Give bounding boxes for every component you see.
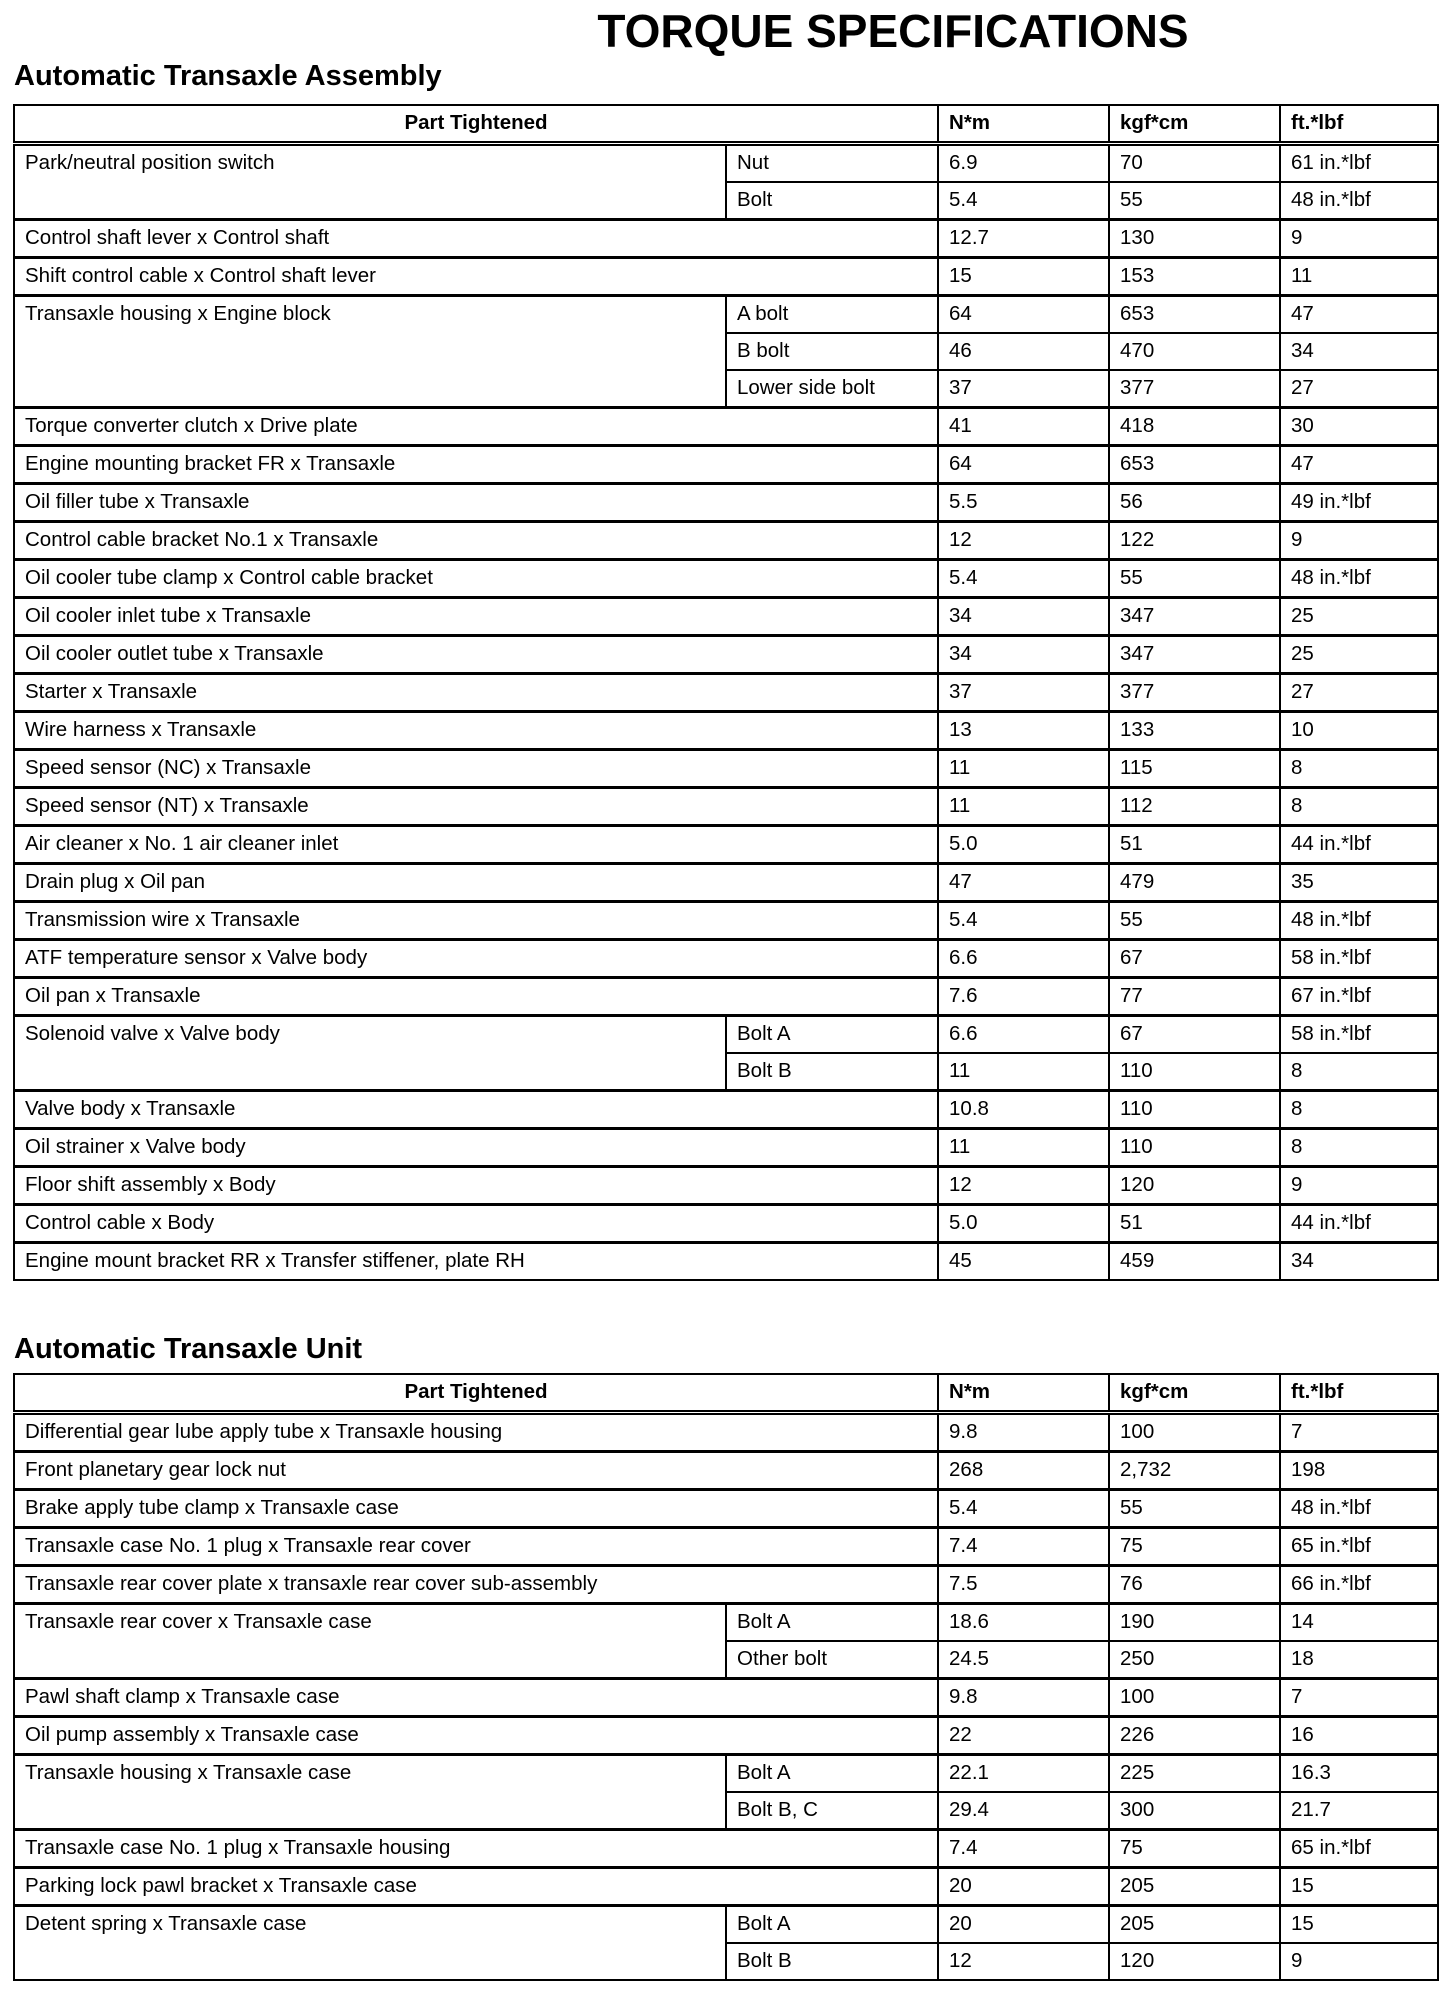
value-nm: 6.9 bbox=[938, 144, 1109, 183]
table-row bbox=[14, 1566, 1438, 1604]
section-heading: Automatic Transaxle Unit bbox=[14, 1333, 363, 1365]
table-row bbox=[14, 446, 1438, 484]
fastener-name: Bolt bbox=[726, 182, 938, 220]
value-ft: 8 bbox=[1280, 1053, 1438, 1091]
table-row bbox=[14, 1091, 1438, 1129]
fastener-name: Lower side bolt bbox=[726, 370, 938, 408]
value-ft: 48 in.*lbf bbox=[1280, 560, 1438, 598]
value-kgf: 225 bbox=[1109, 1755, 1280, 1793]
part-name: Control cable bracket No.1 x Transaxle bbox=[14, 522, 938, 560]
value-nm: 9.8 bbox=[938, 1413, 1109, 1452]
value-ft: 61 in.*lbf bbox=[1280, 144, 1438, 183]
fastener-name: Bolt B bbox=[726, 1053, 938, 1091]
value-ft: 25 bbox=[1280, 636, 1438, 674]
value-nm: 5.4 bbox=[938, 902, 1109, 940]
value-nm: 10.8 bbox=[938, 1091, 1109, 1129]
value-nm: 6.6 bbox=[938, 940, 1109, 978]
value-ft: 15 bbox=[1280, 1906, 1438, 1944]
fastener-name: Other bolt bbox=[726, 1641, 938, 1679]
part-name: Solenoid valve x Valve body bbox=[14, 1016, 726, 1091]
fastener-name: Bolt A bbox=[726, 1016, 938, 1054]
value-ft: 9 bbox=[1280, 1943, 1438, 1980]
value-ft: 16 bbox=[1280, 1717, 1438, 1755]
value-nm: 5.0 bbox=[938, 826, 1109, 864]
header-kgf: kgf*cm bbox=[1109, 105, 1280, 144]
value-kgf: 51 bbox=[1109, 1205, 1280, 1243]
value-ft: 18 bbox=[1280, 1641, 1438, 1679]
part-name: Drain plug x Oil pan bbox=[14, 864, 938, 902]
part-name: Pawl shaft clamp x Transaxle case bbox=[14, 1679, 938, 1717]
table-row bbox=[14, 1830, 1438, 1868]
table-row bbox=[14, 1167, 1438, 1205]
value-kgf: 115 bbox=[1109, 750, 1280, 788]
value-nm: 7.5 bbox=[938, 1566, 1109, 1604]
fastener-name: Bolt A bbox=[726, 1755, 938, 1793]
value-nm: 18.6 bbox=[938, 1604, 1109, 1642]
value-nm: 7.6 bbox=[938, 978, 1109, 1016]
table-row bbox=[14, 1452, 1438, 1490]
fastener-name: Bolt B, C bbox=[726, 1792, 938, 1830]
value-nm: 34 bbox=[938, 636, 1109, 674]
table-row bbox=[14, 1490, 1438, 1528]
table-row bbox=[14, 1868, 1438, 1906]
value-nm: 5.4 bbox=[938, 182, 1109, 220]
value-ft: 58 in.*lbf bbox=[1280, 1016, 1438, 1054]
value-ft: 11 bbox=[1280, 258, 1438, 296]
value-kgf: 153 bbox=[1109, 258, 1280, 296]
value-nm: 46 bbox=[938, 333, 1109, 370]
table-row bbox=[14, 636, 1438, 674]
value-nm: 64 bbox=[938, 296, 1109, 334]
part-name: Transaxle rear cover plate x transaxle rear cover sub-assembly bbox=[14, 1566, 938, 1604]
value-nm: 41 bbox=[938, 408, 1109, 446]
part-name: Engine mounting bracket FR x Transaxle bbox=[14, 446, 938, 484]
table-row bbox=[14, 712, 1438, 750]
value-nm: 7.4 bbox=[938, 1528, 1109, 1566]
value-kgf: 51 bbox=[1109, 826, 1280, 864]
value-ft: 44 in.*lbf bbox=[1280, 826, 1438, 864]
part-name: Valve body x Transaxle bbox=[14, 1091, 938, 1129]
fastener-name: B bolt bbox=[726, 333, 938, 370]
header-kgf: kgf*cm bbox=[1109, 1374, 1280, 1413]
part-name: Transaxle case No. 1 plug x Transaxle housing bbox=[14, 1830, 938, 1868]
value-kgf: 56 bbox=[1109, 484, 1280, 522]
table-row bbox=[14, 1016, 1438, 1054]
value-nm: 5.4 bbox=[938, 1490, 1109, 1528]
value-ft: 27 bbox=[1280, 370, 1438, 408]
value-kgf: 67 bbox=[1109, 940, 1280, 978]
value-kgf: 112 bbox=[1109, 788, 1280, 826]
value-kgf: 55 bbox=[1109, 902, 1280, 940]
table-row bbox=[14, 750, 1438, 788]
value-nm: 11 bbox=[938, 788, 1109, 826]
value-nm: 29.4 bbox=[938, 1792, 1109, 1830]
value-ft: 44 in.*lbf bbox=[1280, 1205, 1438, 1243]
value-ft: 67 in.*lbf bbox=[1280, 978, 1438, 1016]
value-nm: 5.0 bbox=[938, 1205, 1109, 1243]
value-ft: 198 bbox=[1280, 1452, 1438, 1490]
value-nm: 12.7 bbox=[938, 220, 1109, 258]
value-kgf: 120 bbox=[1109, 1943, 1280, 1980]
value-nm: 45 bbox=[938, 1243, 1109, 1281]
table-row bbox=[14, 788, 1438, 826]
value-nm: 37 bbox=[938, 370, 1109, 408]
part-name: Park/neutral position switch bbox=[14, 144, 726, 220]
header-part: Part Tightened bbox=[14, 105, 938, 144]
fastener-name: Bolt A bbox=[726, 1604, 938, 1642]
value-ft: 7 bbox=[1280, 1413, 1438, 1452]
value-nm: 11 bbox=[938, 1129, 1109, 1167]
header-ft: ft.*lbf bbox=[1280, 1374, 1438, 1413]
part-name: Oil cooler tube clamp x Control cable bracket bbox=[14, 560, 938, 598]
table-row bbox=[14, 940, 1438, 978]
table-row bbox=[14, 296, 1438, 334]
value-kgf: 55 bbox=[1109, 1490, 1280, 1528]
value-ft: 21.7 bbox=[1280, 1792, 1438, 1830]
value-nm: 12 bbox=[938, 1943, 1109, 1980]
value-ft: 47 bbox=[1280, 296, 1438, 334]
value-ft: 35 bbox=[1280, 864, 1438, 902]
value-ft: 47 bbox=[1280, 446, 1438, 484]
value-ft: 27 bbox=[1280, 674, 1438, 712]
table-row bbox=[14, 220, 1438, 258]
table-row bbox=[14, 258, 1438, 296]
fastener-name: Bolt A bbox=[726, 1906, 938, 1944]
value-kgf: 347 bbox=[1109, 636, 1280, 674]
value-ft: 8 bbox=[1280, 1129, 1438, 1167]
header-row bbox=[14, 105, 1438, 144]
value-ft: 16.3 bbox=[1280, 1755, 1438, 1793]
value-ft: 10 bbox=[1280, 712, 1438, 750]
value-kgf: 110 bbox=[1109, 1129, 1280, 1167]
header-ft: ft.*lbf bbox=[1280, 105, 1438, 144]
part-name: Oil pump assembly x Transaxle case bbox=[14, 1717, 938, 1755]
value-kgf: 653 bbox=[1109, 446, 1280, 484]
value-ft: 48 in.*lbf bbox=[1280, 182, 1438, 220]
part-name: Brake apply tube clamp x Transaxle case bbox=[14, 1490, 938, 1528]
value-kgf: 55 bbox=[1109, 560, 1280, 598]
value-nm: 268 bbox=[938, 1452, 1109, 1490]
value-ft: 30 bbox=[1280, 408, 1438, 446]
value-kgf: 205 bbox=[1109, 1906, 1280, 1944]
value-kgf: 130 bbox=[1109, 220, 1280, 258]
table-row bbox=[14, 864, 1438, 902]
value-nm: 7.4 bbox=[938, 1830, 1109, 1868]
value-ft: 49 in.*lbf bbox=[1280, 484, 1438, 522]
value-kgf: 205 bbox=[1109, 1868, 1280, 1906]
part-name: Oil pan x Transaxle bbox=[14, 978, 938, 1016]
value-ft: 66 in.*lbf bbox=[1280, 1566, 1438, 1604]
table-row bbox=[14, 484, 1438, 522]
value-kgf: 70 bbox=[1109, 144, 1280, 183]
value-ft: 34 bbox=[1280, 333, 1438, 370]
fastener-name: A bolt bbox=[726, 296, 938, 334]
part-name: Transmission wire x Transaxle bbox=[14, 902, 938, 940]
table-row bbox=[14, 408, 1438, 446]
value-kgf: 133 bbox=[1109, 712, 1280, 750]
value-kgf: 120 bbox=[1109, 1167, 1280, 1205]
part-name: Parking lock pawl bracket x Transaxle case bbox=[14, 1868, 938, 1906]
value-kgf: 75 bbox=[1109, 1528, 1280, 1566]
table-row bbox=[14, 598, 1438, 636]
value-ft: 8 bbox=[1280, 1091, 1438, 1129]
torque-table bbox=[13, 1373, 1439, 1981]
table-row bbox=[14, 1906, 1438, 1944]
part-name: Wire harness x Transaxle bbox=[14, 712, 938, 750]
value-nm: 12 bbox=[938, 522, 1109, 560]
value-nm: 37 bbox=[938, 674, 1109, 712]
table-row bbox=[14, 1717, 1438, 1755]
torque-table bbox=[13, 104, 1439, 1281]
table-row bbox=[14, 978, 1438, 1016]
table-row bbox=[14, 1129, 1438, 1167]
part-name: Control cable x Body bbox=[14, 1205, 938, 1243]
part-name: Transaxle case No. 1 plug x Transaxle rear cover bbox=[14, 1528, 938, 1566]
table-row bbox=[14, 902, 1438, 940]
part-name: Speed sensor (NC) x Transaxle bbox=[14, 750, 938, 788]
value-ft: 65 in.*lbf bbox=[1280, 1528, 1438, 1566]
value-nm: 20 bbox=[938, 1868, 1109, 1906]
header-part: Part Tightened bbox=[14, 1374, 938, 1413]
value-nm: 24.5 bbox=[938, 1641, 1109, 1679]
value-nm: 11 bbox=[938, 1053, 1109, 1091]
part-name: Transaxle housing x Transaxle case bbox=[14, 1755, 726, 1830]
part-name: Oil cooler outlet tube x Transaxle bbox=[14, 636, 938, 674]
part-name: Starter x Transaxle bbox=[14, 674, 938, 712]
part-name: Differential gear lube apply tube x Transaxle housing bbox=[14, 1413, 938, 1452]
table-row bbox=[14, 560, 1438, 598]
table-row bbox=[14, 826, 1438, 864]
value-kgf: 67 bbox=[1109, 1016, 1280, 1054]
header-nm: N*m bbox=[938, 1374, 1109, 1413]
value-ft: 34 bbox=[1280, 1243, 1438, 1281]
value-nm: 64 bbox=[938, 446, 1109, 484]
value-ft: 58 in.*lbf bbox=[1280, 940, 1438, 978]
section-heading: Automatic Transaxle Assembly bbox=[14, 60, 442, 92]
value-kgf: 250 bbox=[1109, 1641, 1280, 1679]
value-ft: 14 bbox=[1280, 1604, 1438, 1642]
value-kgf: 190 bbox=[1109, 1604, 1280, 1642]
value-kgf: 2,732 bbox=[1109, 1452, 1280, 1490]
part-name: Speed sensor (NT) x Transaxle bbox=[14, 788, 938, 826]
table-row bbox=[14, 1243, 1438, 1281]
value-nm: 5.4 bbox=[938, 560, 1109, 598]
part-name: Transaxle rear cover x Transaxle case bbox=[14, 1604, 726, 1679]
value-kgf: 418 bbox=[1109, 408, 1280, 446]
value-ft: 8 bbox=[1280, 788, 1438, 826]
value-kgf: 75 bbox=[1109, 1830, 1280, 1868]
value-ft: 7 bbox=[1280, 1679, 1438, 1717]
table-row bbox=[14, 1755, 1438, 1793]
value-nm: 5.5 bbox=[938, 484, 1109, 522]
fastener-name: Bolt B bbox=[726, 1943, 938, 1980]
value-ft: 15 bbox=[1280, 1868, 1438, 1906]
value-kgf: 300 bbox=[1109, 1792, 1280, 1830]
part-name: Front planetary gear lock nut bbox=[14, 1452, 938, 1490]
value-nm: 12 bbox=[938, 1167, 1109, 1205]
value-ft: 48 in.*lbf bbox=[1280, 1490, 1438, 1528]
value-ft: 48 in.*lbf bbox=[1280, 902, 1438, 940]
header-nm: N*m bbox=[938, 105, 1109, 144]
part-name: Torque converter clutch x Drive plate bbox=[14, 408, 938, 446]
part-name: Engine mount bracket RR x Transfer stiffener, plate RH bbox=[14, 1243, 938, 1281]
table-row bbox=[14, 522, 1438, 560]
part-name: Oil filler tube x Transaxle bbox=[14, 484, 938, 522]
part-name: Air cleaner x No. 1 air cleaner inlet bbox=[14, 826, 938, 864]
value-kgf: 100 bbox=[1109, 1679, 1280, 1717]
value-ft: 8 bbox=[1280, 750, 1438, 788]
part-name: Control shaft lever x Control shaft bbox=[14, 220, 938, 258]
value-nm: 22 bbox=[938, 1717, 1109, 1755]
part-name: Floor shift assembly x Body bbox=[14, 1167, 938, 1205]
value-nm: 47 bbox=[938, 864, 1109, 902]
part-name: ATF temperature sensor x Valve body bbox=[14, 940, 938, 978]
value-nm: 22.1 bbox=[938, 1755, 1109, 1793]
value-kgf: 377 bbox=[1109, 674, 1280, 712]
value-ft: 9 bbox=[1280, 1167, 1438, 1205]
value-kgf: 100 bbox=[1109, 1413, 1280, 1452]
table-row bbox=[14, 1413, 1438, 1452]
value-nm: 13 bbox=[938, 712, 1109, 750]
value-kgf: 226 bbox=[1109, 1717, 1280, 1755]
table-row bbox=[14, 1528, 1438, 1566]
table-row bbox=[14, 144, 1438, 183]
value-nm: 15 bbox=[938, 258, 1109, 296]
value-ft: 9 bbox=[1280, 522, 1438, 560]
value-nm: 11 bbox=[938, 750, 1109, 788]
value-nm: 9.8 bbox=[938, 1679, 1109, 1717]
value-kgf: 110 bbox=[1109, 1091, 1280, 1129]
value-ft: 65 in.*lbf bbox=[1280, 1830, 1438, 1868]
value-kgf: 110 bbox=[1109, 1053, 1280, 1091]
part-name: Detent spring x Transaxle case bbox=[14, 1906, 726, 1981]
table-row bbox=[14, 674, 1438, 712]
value-kgf: 76 bbox=[1109, 1566, 1280, 1604]
header-row bbox=[14, 1374, 1438, 1413]
value-kgf: 470 bbox=[1109, 333, 1280, 370]
table-row bbox=[14, 1604, 1438, 1642]
value-ft: 25 bbox=[1280, 598, 1438, 636]
table-row bbox=[14, 1679, 1438, 1717]
value-kgf: 479 bbox=[1109, 864, 1280, 902]
part-name: Oil strainer x Valve body bbox=[14, 1129, 938, 1167]
table-row bbox=[14, 1205, 1438, 1243]
page-title: TORQUE SPECIFICATIONS bbox=[597, 5, 1189, 57]
value-nm: 34 bbox=[938, 598, 1109, 636]
value-kgf: 122 bbox=[1109, 522, 1280, 560]
part-name: Transaxle housing x Engine block bbox=[14, 296, 726, 408]
part-name: Shift control cable x Control shaft lever bbox=[14, 258, 938, 296]
value-kgf: 347 bbox=[1109, 598, 1280, 636]
value-kgf: 377 bbox=[1109, 370, 1280, 408]
value-kgf: 459 bbox=[1109, 1243, 1280, 1281]
value-ft: 9 bbox=[1280, 220, 1438, 258]
value-nm: 6.6 bbox=[938, 1016, 1109, 1054]
value-kgf: 55 bbox=[1109, 182, 1280, 220]
part-name: Oil cooler inlet tube x Transaxle bbox=[14, 598, 938, 636]
value-nm: 20 bbox=[938, 1906, 1109, 1944]
value-kgf: 77 bbox=[1109, 978, 1280, 1016]
value-kgf: 653 bbox=[1109, 296, 1280, 334]
fastener-name: Nut bbox=[726, 144, 938, 183]
